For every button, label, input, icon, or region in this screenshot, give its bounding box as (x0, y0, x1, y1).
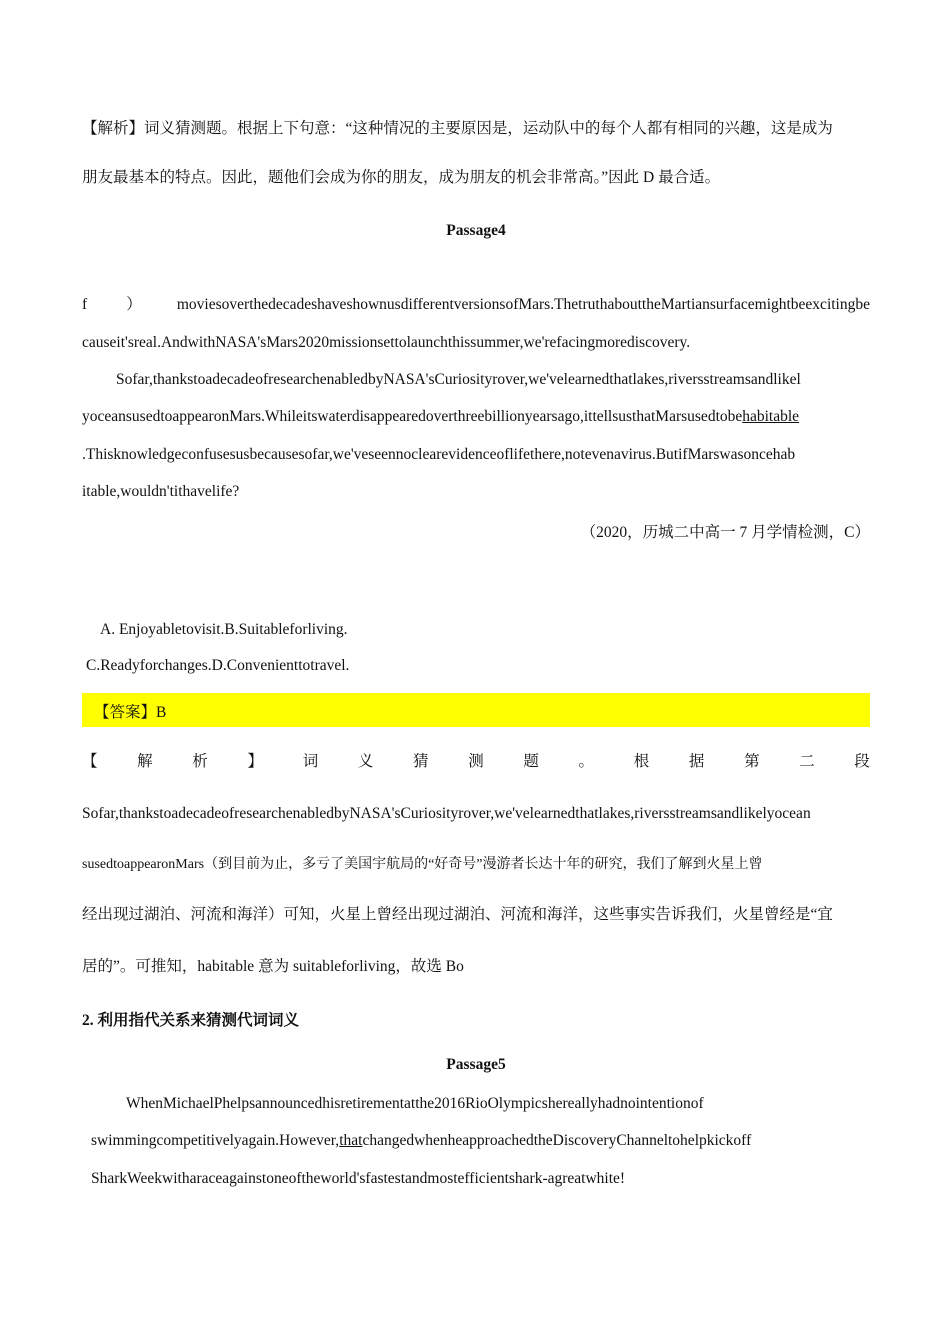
analysis1-char: 段 (854, 753, 870, 770)
analysis1-char: 【 (82, 753, 98, 770)
answer-highlight (82, 693, 870, 727)
passage5-line2-end: changedwhenheapproachedtheDiscoveryChanneltohelpkickoff (362, 1132, 752, 1149)
analysis1-char: 第 (744, 753, 760, 770)
analysis1-char: 】 (247, 753, 264, 770)
passage4-p2-line2-text: yoceansusedtoappearonMars.Whileitswaterdisappearedoverthreebillionyearsago,ittellsusthatMarsusedtobe (82, 408, 743, 425)
passage4-p2-line1: Sofar,thankstoadecadeofresearchenabledbyNASA'sCuriosityrover,we'velearnedthatlakes,riversstreamsandlikel (116, 371, 801, 388)
analysis1-char: 析 (192, 753, 208, 770)
underlined-word-that: that (339, 1132, 363, 1149)
answer-text: 【答案】B (94, 704, 167, 721)
analysis1-char: 据 (688, 753, 705, 770)
analysis1-char: 。 (578, 753, 595, 770)
analysis1-char: 根 (633, 753, 650, 770)
analysis-prev-line2: 朋友最基本的特点。因此，题他们会成为你的朋友，成为朋友的机会非常高。”因此 D 最合适。 (82, 169, 721, 186)
passage4-p1-line3: causeit'sreal.AndwithNASA'sMars2020missionsettolaunchthissummer,we'refacingmorediscovery. (82, 334, 691, 351)
analysis1-char: 猜 (413, 753, 429, 770)
passage5-line1: WhenMichaelPhelpsannouncedhisretirementatthe2016RioOlympicshereallyhadnointentionof (126, 1095, 704, 1112)
underlined-word-habitable: habitable (742, 408, 800, 425)
analysis1-char: 测 (468, 753, 484, 770)
analysis1-char: 词 (302, 753, 319, 770)
analysis1-char: 义 (357, 753, 374, 770)
analysis1-char: 题 (523, 753, 539, 770)
analysis1-line2: Sofar,thankstoadecadeofresearchenabledbyNASA'sCuriosityrover,we'velearnedthatlakes,riversstreamsandlikelyocean (82, 805, 811, 822)
question1-options-line2: C.Readyforchanges.D.Convenienttotravel. (86, 657, 350, 674)
analysis1-line4: 经出现过湖泊、河流和海洋）可知，火星上曾经出现过湖泊、河流和海洋，这些事实告诉我们，火星曾经是“宜 (82, 906, 833, 923)
analysis1-line5: 居的”。可推知，habitable 意为 suitableforliving，故选 Bo (82, 958, 464, 975)
passage5-line2-start: swimmingcompetitivelyagain.However, (91, 1132, 340, 1149)
passage5-title: Passage5 (446, 1056, 506, 1073)
analysis-prev-line1: 【解析】词义猜测题。根据上下句意：“这种情况的主要原因是，运动队中的每个人都有相同的兴趣，这是成为 (82, 120, 833, 137)
analysis1-heading-spaced (82, 752, 870, 772)
passage4-p2-line2 (82, 407, 870, 427)
passage4-p2-line4: itable,wouldn'tithavelife? (82, 483, 240, 500)
section2-heading: 2. 利用指代关系来猜测代词词义 (82, 1012, 300, 1029)
passage4-title: Passage4 (446, 222, 506, 239)
passage4-p1-line2: f ）moviesoverthedecadeshaveshownusdifferentversionsofMars.ThetruthabouttheMartiansurfacemightbeexcitingbe (82, 296, 870, 313)
passage5-line3: SharkWeekwitharaceagainstoneoftheworld'sfastestandmostefficientshark-agreatwhite! (91, 1170, 626, 1187)
passage4-p2-line3: .Thisknowledgeconfusesusbecausesofar,we'veseennoclearevidenceoflifethere,notevenavirus.ButifMarswasoncehab (82, 446, 796, 463)
analysis1-char: 解 (137, 753, 153, 770)
analysis1-char: 二 (799, 753, 815, 770)
question1-options-line1: A. Enjoyabletovisit.B.Suitableforliving. (100, 621, 348, 638)
passage5-line2 (82, 1131, 879, 1151)
passage4-source: （2020，历城二中高一 7 月学情检测，C） (580, 524, 870, 541)
analysis1-line3: susedtoappearonMars（到目前为止，多亏了美国宇航局的“好奇号”漫游者长达十年的研究，我们了解到火星上曾 (82, 857, 763, 872)
